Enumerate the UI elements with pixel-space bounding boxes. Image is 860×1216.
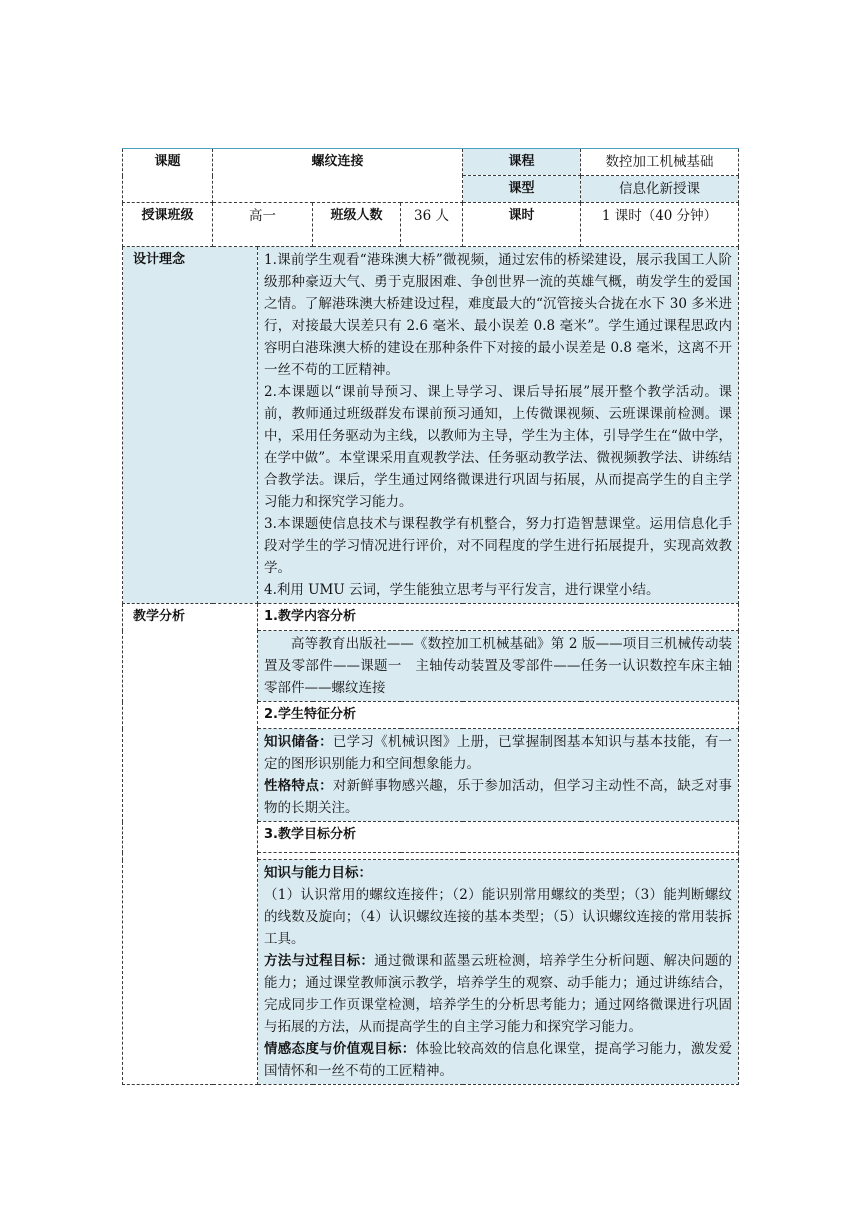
topic-label: 课题: [123, 149, 213, 203]
lesson-plan-table: [122, 148, 739, 1085]
knowledge-reserve-label: 知识储备：: [264, 734, 333, 750]
type-value: 信息化新授课: [581, 176, 739, 203]
content-analysis-text: 高等教育出版社——《数控加工机械基础》第 2 版——项目三机械传动装置及零部件——课题一 主轴传动装置及零部件——任务一认识数控车床主轴零部件——螺纹连接: [258, 631, 739, 702]
class-value: 高一: [213, 203, 313, 247]
objective-spacer: [258, 853, 739, 860]
topic-value: 螺纹连接: [213, 149, 463, 203]
design-content: [258, 247, 739, 604]
knowledge-reserve-text: 已学习《机械识图》上册，已掌握制图基本知识与基本技能，有一定的图形识别能力和空间想象能力。: [264, 734, 733, 772]
hours-value: 1 课时（40 分钟）: [581, 203, 739, 247]
design-paragraph-1: 1.课前学生观看“港珠澳大桥”微视频，通过宏伟的桥梁建设，展示我国工人阶级那种豪迈大气、勇于克服困难、争创世界一流的英雄气概，萌发学生的爱国之情。了解港珠澳大桥建设过程，难度最大的“沉管接头合拢在水下 30 多米进行，对接最大误差只有 2.6 毫米、最小误差 0.8 毫米”。学生通过课程思政内容明白港珠澳大桥的建设在那种条件下对接的最小误差是 0.8 毫米，这离不开一丝不苟的工匠精神。: [264, 252, 733, 378]
class-label: 授课班级: [123, 203, 213, 247]
personality-label: 性格特点：: [264, 778, 333, 794]
student-analysis-title: 2.学生特征分析: [258, 702, 739, 729]
objective-analysis-text: [258, 860, 739, 1085]
knowledge-goal-text: （1）认识常用的螺纹连接件；（2）能识别常用螺纹的类型；（3）能判断螺纹的线数及旋向；（4）认识螺纹连接的基本类型；（5）认识螺纹连接的常用装拆工具。: [264, 887, 733, 947]
method-goal-label: 方法与过程目标：: [264, 953, 375, 969]
design-label: 设计理念: [123, 247, 258, 604]
lesson-plan-sheet: [122, 148, 738, 1085]
personality: [264, 775, 732, 819]
knowledge-reserve: [264, 731, 732, 775]
student-analysis-text: [258, 729, 739, 822]
course-value: 数控加工机械基础: [581, 149, 739, 176]
method-goal: [264, 950, 732, 1038]
design-paragraph-3: 3.本课题使信息技术与课程教学有机整合，努力打造智慧课堂。运用信息化手段对学生的学习情况进行评价，对不同程度的学生进行拓展提升，实现高效教学。: [264, 516, 733, 576]
course-label: 课程: [463, 149, 581, 176]
personality-text: 对新鲜事物感兴趣，乐于参加活动，但学习主动性不高，缺乏对事物的长期关注。: [264, 778, 733, 816]
hours-label: 课时: [463, 203, 581, 247]
method-goal-text: 通过微课和蓝墨云班检测，培养学生分析问题、解决问题的能力；通过课堂教师演示教学，培养学生的观察、动手能力；通过讲练结合，完成同步工作页课堂检测，培养学生的分析思考能力；通过网络微课进行巩固与拓展的方法，从而提高学生的自主学习能力和探究学习能力。: [264, 953, 733, 1035]
count-label: 班级人数: [313, 203, 401, 247]
knowledge-goal-label: 知识与能力目标：: [264, 865, 372, 881]
content-analysis-title: 1.教学内容分析: [258, 604, 739, 631]
analysis-row-s1-title: [123, 604, 739, 631]
design-paragraph-4: 4.利用 UMU 云词，学生能独立思考与平行发言，进行课堂小结。: [264, 582, 660, 598]
design-paragraph-2: 2.本课题以“课前导预习、课上导学习、课后导拓展”展开整个教学活动。课前，教师通过班级群发布课前预习通知，上传微课视频、云班课课前检测。课中，采用任务驱动为主线，以教师为主导，学生为主体，引导学生在“做中学，在学中做”。本堂课采用直观教学法、任务驱动教学法、微视频教学法、讲练结合教学法。课后，学生通过网络微课进行巩固与拓展，从而提高学生的自主学习能力和探究学习能力。: [264, 384, 733, 510]
header-row-1: [123, 149, 739, 176]
design-row: [123, 247, 739, 604]
type-label: 课型: [463, 176, 581, 203]
analysis-label: 教学分析: [123, 604, 258, 1085]
emotion-goal-label: 情感态度与价值观目标：: [264, 1041, 416, 1057]
objective-analysis-title: 3.教学目标分析: [258, 822, 739, 853]
emotion-goal-text: 体验比较高效的信息化课堂，提高学习能力，激发爱国情怀和一丝不苟的工匠精神。: [264, 1041, 733, 1079]
header-row-3: [123, 203, 739, 247]
count-value: 36 人: [401, 203, 463, 247]
emotion-goal: [264, 1038, 732, 1082]
